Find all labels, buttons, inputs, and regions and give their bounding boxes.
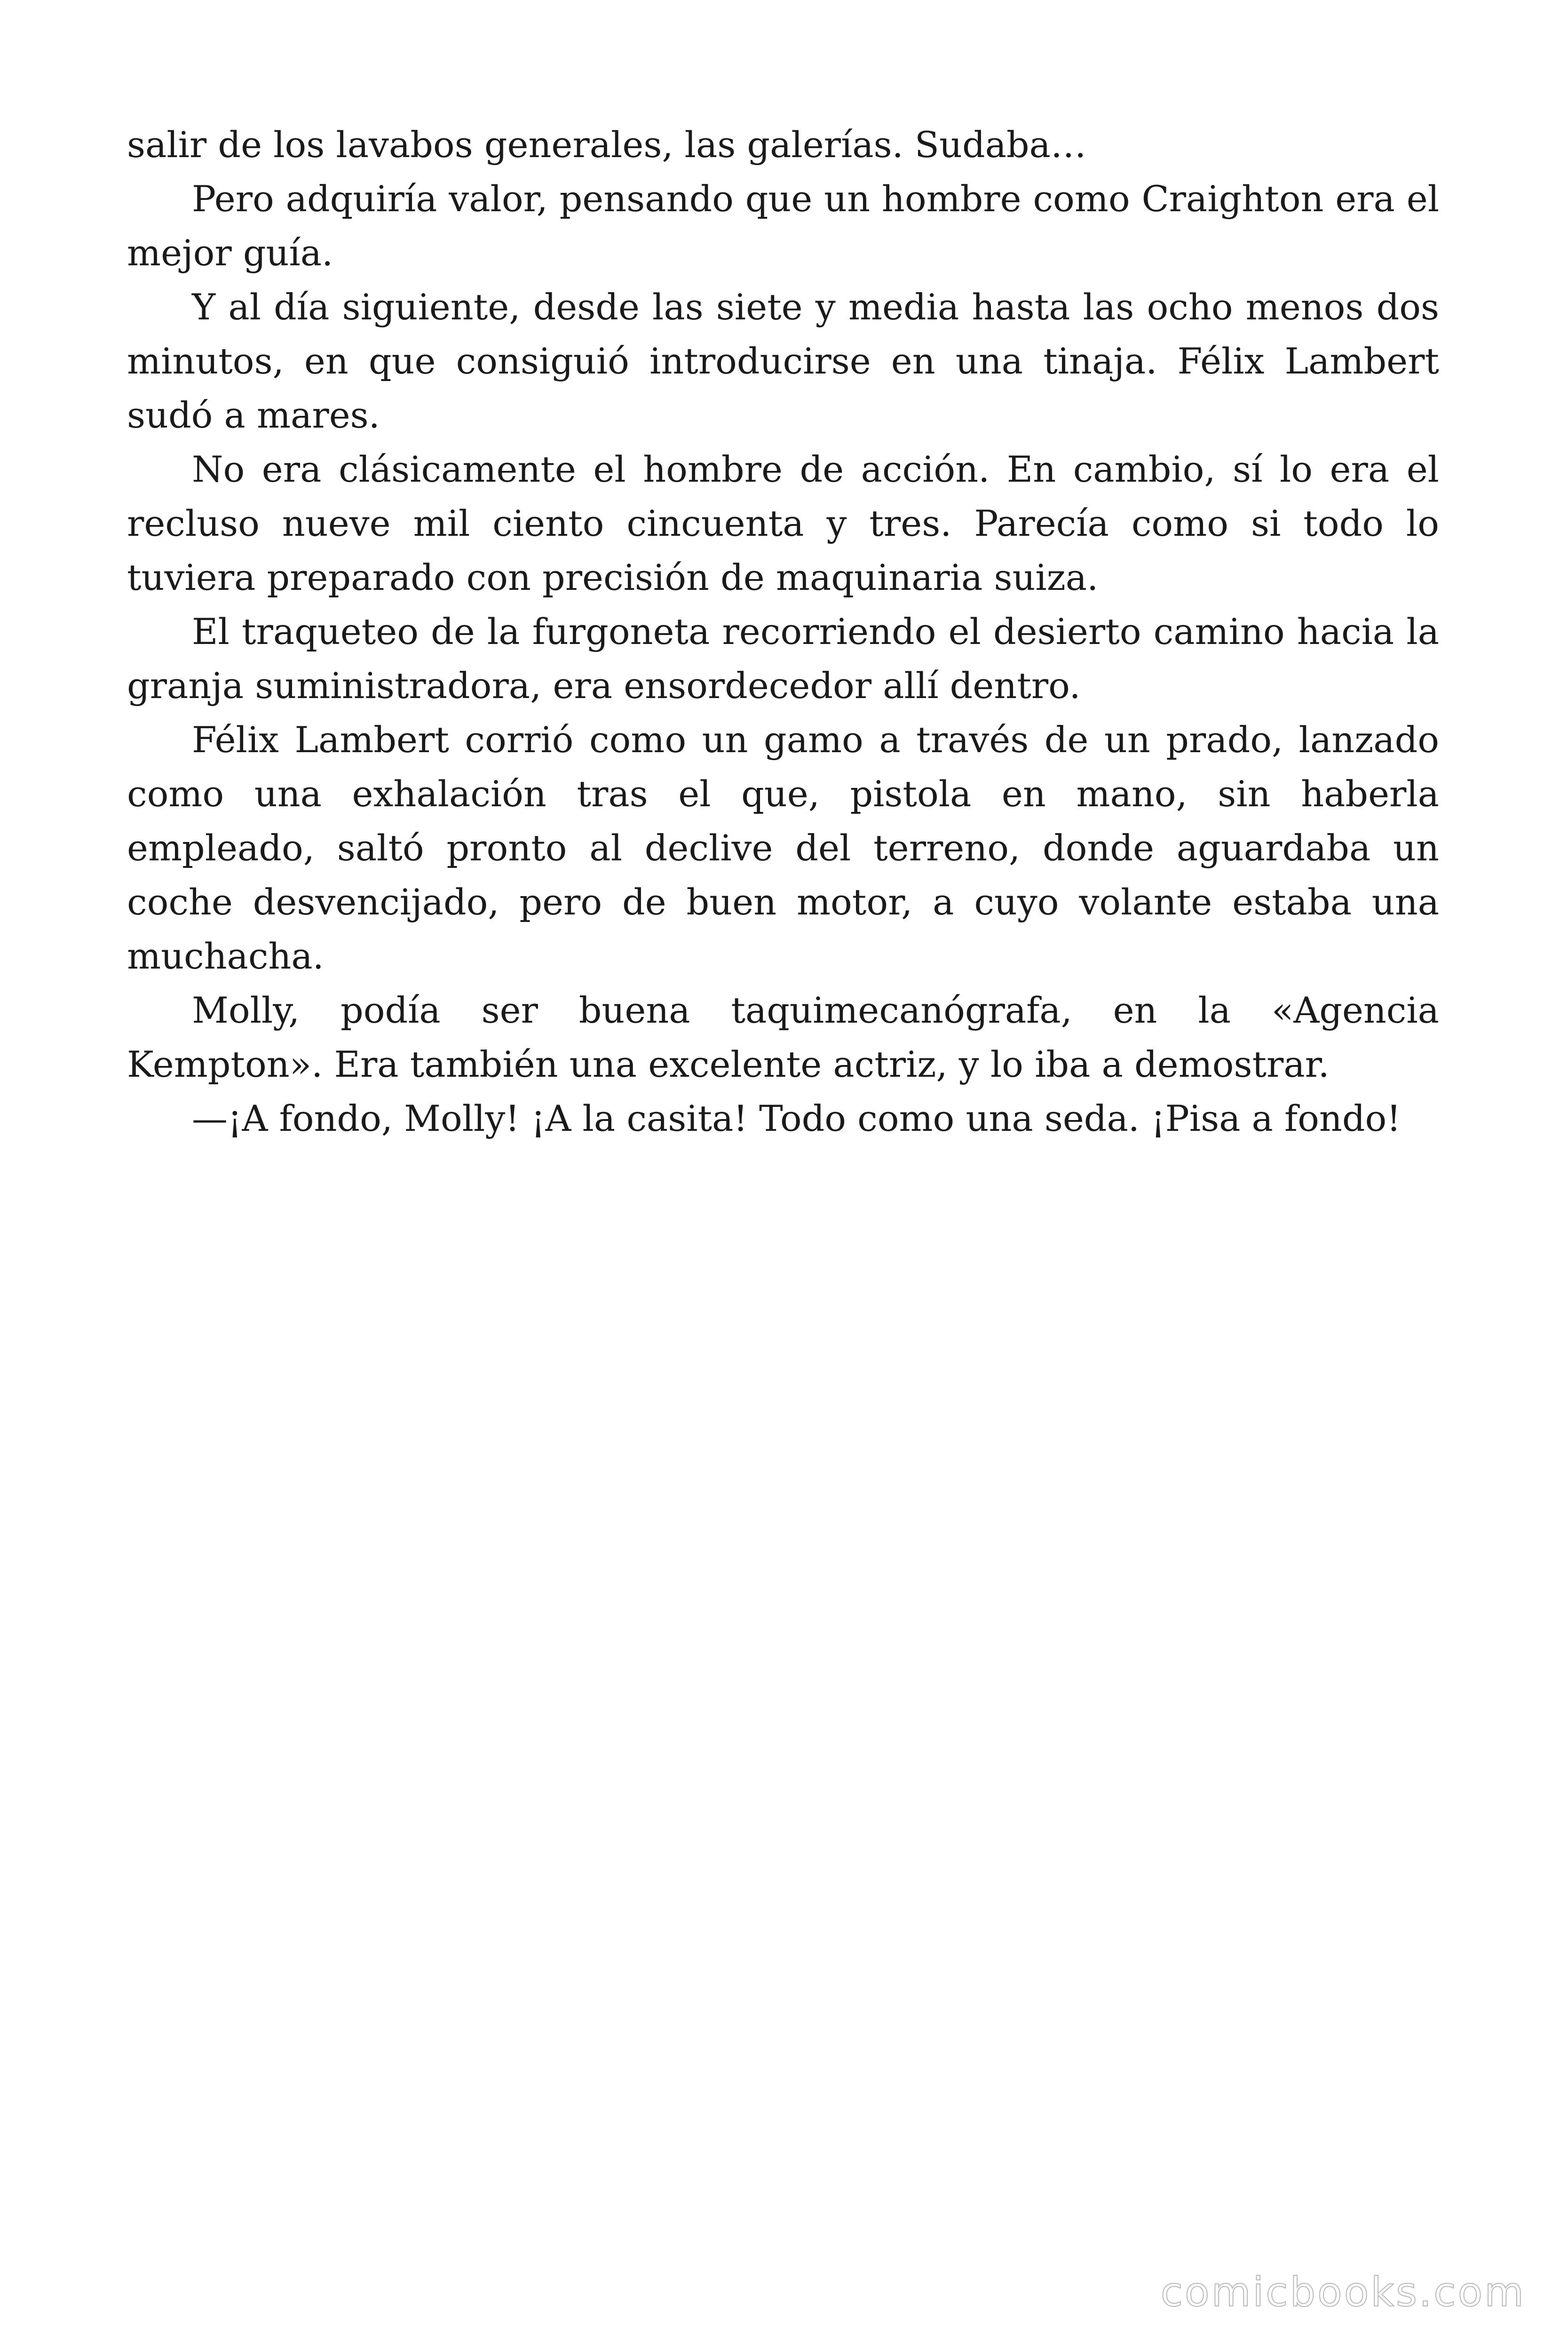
paragraph: Félix Lambert corrió como un gamo a través de un prado, lanzado como una exhalación tras el que, pistola en mano, sin haberla empleado, saltó pronto al declive del terreno, donde aguardaba un coche desvencijado, pero de buen motor, a cuyo volante estaba una muchacha. [127,719,1439,977]
dialogue-paragraph: —¡A fondo, Molly! ¡A la casita! Todo como una seda. ¡Pisa a fondo! [192,1097,1401,1139]
paragraph: Pero adquiría valor, pensando que un hombre como Craighton era el mejor guía. [127,178,1439,274]
paragraph: No era clásicamente el hombre de acción. En cambio, sí lo era el recluso nueve mil ciento cincuenta y tres. Parecía como si todo lo tuviera preparado con precisión de maquinaria suiza. [127,448,1439,598]
paragraph-continuation: salir de los lavabos generales, las galerías. Sudaba… [127,124,1086,166]
paragraph: El traqueteo de la furgoneta recorriendo el desierto camino hacia la granja suministradora, era ensordecedor allí dentro. [127,611,1439,707]
paragraph: Y al día siguiente, desde las siete y media hasta las ocho menos dos minutos, en que consiguió introducirse en una tinaja. Félix Lambert sudó a mares. [127,286,1439,436]
document-page [127,118,1439,1145]
paragraph: Molly, podía ser buena taquimecanógrafa, en la «Agencia Kempton». Era también una excelente actriz, y lo iba a demostrar. [127,989,1439,1085]
site-watermark: comicbooks.com [1160,2269,1526,2316]
